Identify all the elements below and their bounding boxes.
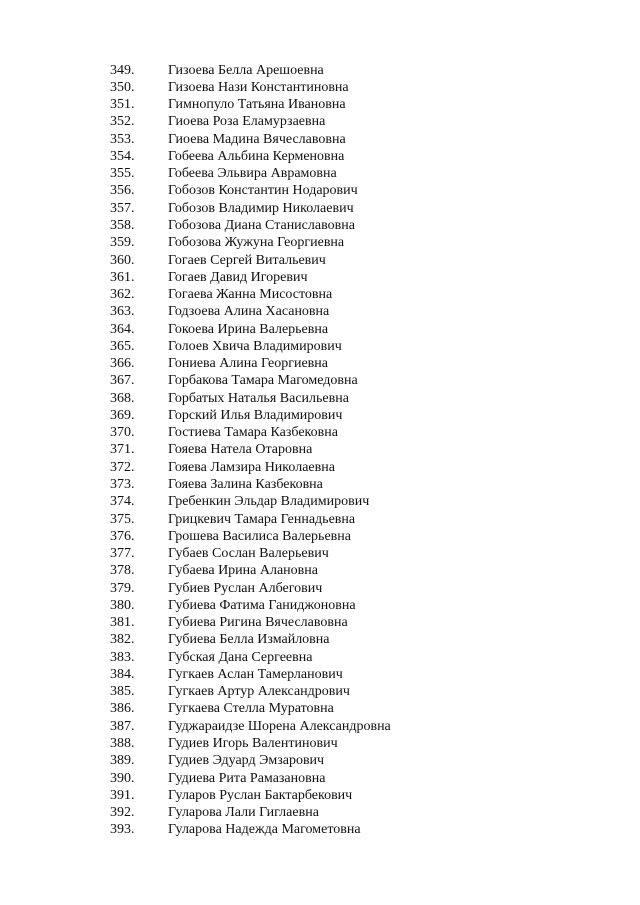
entry-name: Гокоева Ирина Валерьевна [168, 321, 329, 337]
entry-name: Гобозов Константин Нодарович [168, 183, 358, 199]
entry-number: 388. [110, 735, 135, 751]
entry-name: Гудиев Игорь Валентинович [168, 735, 338, 751]
entry-number: 384. [110, 666, 135, 682]
entry-number: 390. [110, 770, 135, 786]
entry-name: Гогаев Давид Игоревич [168, 269, 308, 285]
entry-name: Гуларова Надежда Магометовна [168, 822, 361, 838]
entry-number: 365. [110, 338, 135, 354]
entry-number: 367. [110, 373, 135, 389]
entry-name: Гониева Алина Георгиевна [168, 356, 329, 372]
list-item [110, 373, 391, 390]
entry-name: Горский Илья Владимирович [168, 407, 343, 423]
entry-name: Гугкаева Стелла Муратовна [168, 701, 334, 717]
list-item [110, 494, 391, 511]
entry-number: 370. [110, 425, 135, 441]
entry-number: 385. [110, 684, 135, 700]
entry-number: 361. [110, 269, 135, 285]
list-item [110, 166, 391, 183]
entry-number: 349. [110, 62, 135, 78]
entry-number: 350. [110, 79, 135, 95]
entry-number: 373. [110, 477, 135, 492]
entry-number: 363. [110, 304, 135, 320]
entry-name: Гуларов Руслан Бактарбекович [168, 787, 353, 803]
entry-name: Горбакова Тамара Магомедовна [168, 373, 358, 389]
entry-number: 352. [110, 114, 135, 130]
entry-number: 380. [110, 597, 135, 613]
name-list [110, 62, 391, 839]
list-item [110, 701, 391, 718]
entry-number: 364. [110, 321, 135, 337]
list-item [110, 131, 391, 148]
entry-number: 366. [110, 356, 135, 372]
list-item [110, 649, 391, 666]
entry-number: 358. [110, 218, 135, 234]
list-item [110, 217, 391, 234]
entry-number: 386. [110, 701, 135, 717]
entry-name: Гугкаев Аслан Тамерланович [168, 666, 343, 682]
list-item [110, 718, 391, 735]
entry-number: 368. [110, 390, 135, 406]
list-item [110, 770, 391, 787]
entry-name: Гогаев Сергей Витальевич [168, 252, 326, 268]
list-item [110, 286, 391, 303]
entry-name: Гояева Залина Казбековна [168, 477, 323, 492]
entry-name: Гогаева Жанна Мисостовна [168, 287, 333, 303]
list-item [110, 442, 391, 459]
list-item [110, 269, 391, 286]
list-item [110, 822, 391, 839]
entry-name: Губаев Сослан Валерьевич [168, 546, 329, 562]
entry-name: Гудиев Эдуард Эмзарович [168, 753, 325, 769]
entry-name: Губиев Руслан Албегович [168, 580, 323, 596]
list-item [110, 390, 391, 407]
list-item [110, 252, 391, 269]
list-item [110, 615, 391, 632]
entry-number: 371. [110, 442, 135, 458]
entry-name: Гребенкин Эльдар Владимирович [168, 494, 370, 510]
entry-name: Гимнопуло Татьяна Ивановна [168, 97, 346, 113]
list-item [110, 183, 391, 200]
list-item [110, 666, 391, 683]
entry-name: Горбатых Наталья Васильевна [168, 390, 349, 406]
entry-name: Голоев Хвича Владимирович [168, 338, 342, 354]
list-item [110, 528, 391, 545]
entry-name: Губская Дана Сергеевна [168, 649, 313, 665]
entry-name: Губиева Фатима Ганиджоновна [168, 597, 356, 613]
entry-number: 362. [110, 287, 135, 303]
entry-name: Гобеева Эльвира Аврамовна [168, 166, 337, 182]
entry-name: Гояева Ламзира Николаевна [168, 459, 335, 475]
entry-number: 354. [110, 148, 135, 164]
entry-name: Гуджараидзе Шорена Александровна [168, 718, 391, 734]
entry-number: 375. [110, 511, 135, 527]
entry-number: 376. [110, 528, 135, 544]
list-item [110, 148, 391, 165]
list-item [110, 580, 391, 597]
list-item [110, 304, 391, 321]
entry-number: 369. [110, 407, 135, 423]
entry-number: 383. [110, 649, 135, 665]
entry-number: 351. [110, 97, 135, 113]
entry-name: Гояева Натела Отаровна [168, 442, 313, 458]
entry-name: Губиева Белла Измайловна [168, 632, 330, 648]
entry-name: Гобозова Диана Станиславовна [168, 218, 355, 234]
entry-name: Гобеева Альбина Керменовна [168, 148, 345, 164]
entry-number: 353. [110, 131, 135, 147]
entry-number: 389. [110, 753, 135, 769]
entry-number: 355. [110, 166, 135, 182]
entry-name: Гизоева Нази Константиновна [168, 79, 349, 95]
entry-name: Гобозов Владимир Николаевич [168, 200, 354, 216]
list-item [110, 476, 391, 493]
list-item [110, 753, 391, 770]
list-item [110, 235, 391, 252]
list-item [110, 632, 391, 649]
list-item [110, 200, 391, 217]
entry-number: 378. [110, 563, 135, 579]
list-item [110, 804, 391, 821]
entry-number: 360. [110, 252, 135, 268]
list-item [110, 735, 391, 752]
entry-number: 359. [110, 235, 135, 251]
entry-number: 393. [110, 822, 135, 838]
list-item [110, 114, 391, 131]
entry-number: 372. [110, 459, 135, 475]
entry-number: 377. [110, 546, 135, 562]
list-item [110, 356, 391, 373]
list-item [110, 79, 391, 96]
list-item [110, 787, 391, 804]
list-item [110, 597, 391, 614]
entry-number: 387. [110, 718, 135, 734]
entry-name: Губаева Ирина Алановна [168, 563, 318, 579]
list-item [110, 62, 391, 79]
entry-name: Губиева Ригина Вячеславовна [168, 615, 348, 631]
list-item [110, 97, 391, 114]
list-item [110, 425, 391, 442]
entry-name: Гизоева Белла Арешоевна [168, 62, 324, 78]
entry-name: Гобозова Жужуна Георгиевна [168, 235, 345, 251]
entry-name: Гиоева Мадина Вячеславовна [168, 131, 346, 147]
entry-number: 382. [110, 632, 135, 648]
entry-name: Гугкаев Артур Александрович [168, 684, 350, 700]
entry-number: 391. [110, 787, 135, 803]
entry-number: 357. [110, 200, 135, 216]
list-item [110, 338, 391, 355]
list-item [110, 321, 391, 338]
list-item [110, 545, 391, 562]
entry-name: Гудиева Рита Рамазановна [168, 770, 326, 786]
list-item [110, 407, 391, 424]
entry-name: Гостиева Тамара Казбековна [168, 425, 338, 441]
entry-number: 392. [110, 805, 135, 821]
entry-number: 374. [110, 494, 135, 510]
entry-name: Годзоева Алина Хасановна [168, 304, 330, 320]
entry-number: 379. [110, 580, 135, 596]
list-item [110, 459, 391, 476]
entry-name: Грицкевич Тамара Геннадьевна [168, 511, 356, 527]
entry-name: Гуларова Лали Гиглаевна [168, 805, 319, 821]
list-item [110, 563, 391, 580]
list-item [110, 511, 391, 528]
entry-name: Грошева Василиса Валерьевна [168, 528, 351, 544]
list-item [110, 684, 391, 701]
entry-number: 381. [110, 615, 135, 631]
entry-number: 356. [110, 183, 135, 199]
entry-name: Гиоева Роза Еламурзаевна [168, 114, 326, 130]
